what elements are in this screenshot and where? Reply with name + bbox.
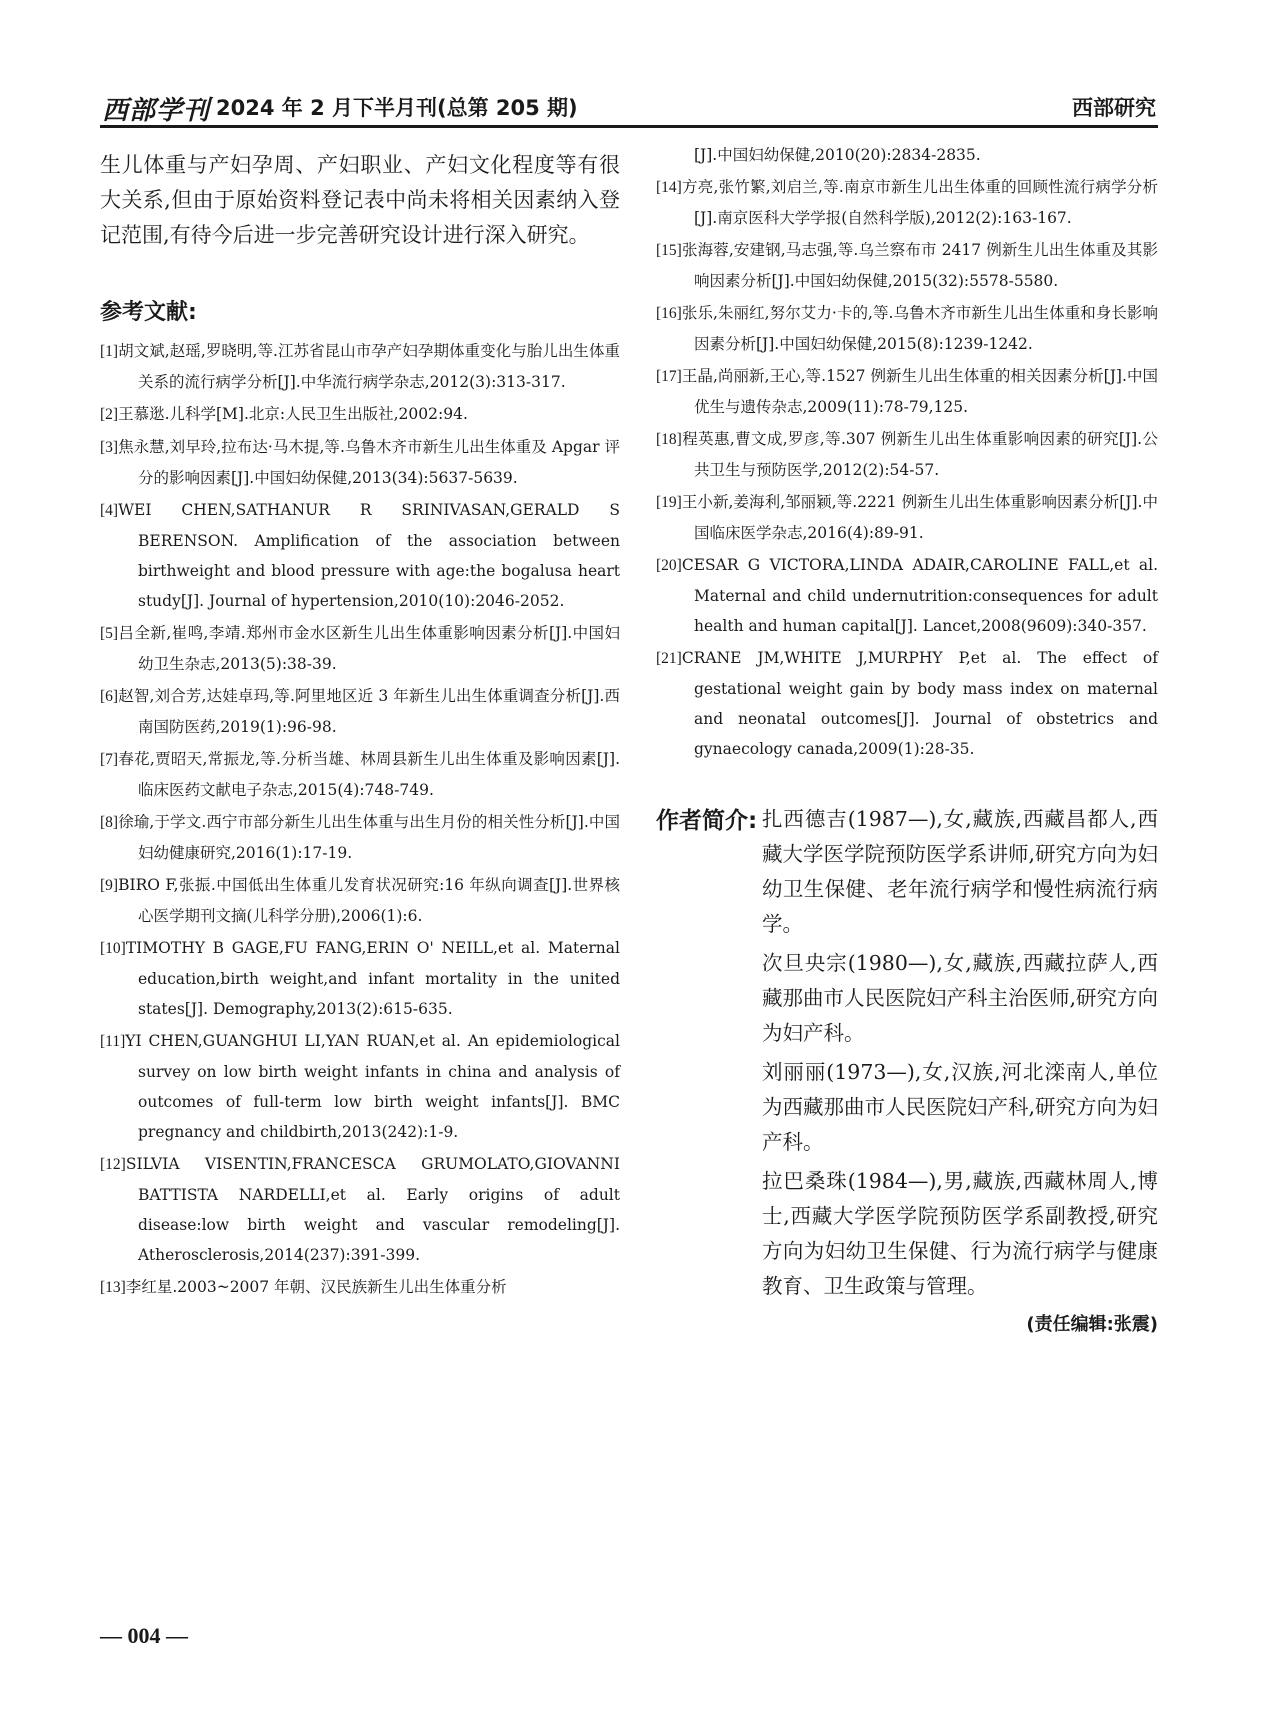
issue-info: 2024 年 2 月下半月刊(总第 205 期)	[216, 96, 578, 120]
reference-list-right	[656, 172, 1158, 764]
reference-text: 焦永慧,刘早玲,拉布达·马木提,等.乌鲁木齐市新生儿出生体重及 Apgar 评分的影响因素[J].中国妇幼保健,2013(34):5637-5639.	[118, 438, 620, 487]
reference-text: 张海蓉,安建钢,马志强,等.乌兰察布市 2417 例新生儿出生体重及其影响因素分析[J].中国妇幼保健,2015(32):5578-5580.	[681, 241, 1158, 290]
reference-item	[100, 870, 620, 931]
reference-item	[100, 744, 620, 805]
reference-item	[100, 336, 620, 397]
reference-text: 李红星.2003~2007 年朝、汉民族新生儿出生体重分析	[125, 1278, 507, 1296]
reference-text: 方亮,张竹繁,刘启兰,等.南京市新生儿出生体重的回顾性流行病学分析[J].南京医科大学学报(自然科学版),2012(2):163-167.	[681, 178, 1158, 227]
reference-item	[656, 643, 1158, 764]
reference-number: [5]	[100, 625, 119, 642]
right-column	[656, 140, 1158, 1336]
reference-item	[100, 933, 620, 1024]
reference-text: 程英惠,曹文成,罗彦,等.307 例新生儿出生体重影响因素的研究[J].公共卫生与预防医学,2012(2):54-57.	[681, 430, 1158, 479]
reference-item	[100, 618, 620, 679]
reference-number: [9]	[100, 877, 119, 894]
reference-text: 王晶,尚丽新,王心,等.1527 例新生儿出生体重的相关因素分析[J].中国优生与遗传杂志,2009(11):78-79,125.	[681, 367, 1158, 416]
reference-text: 张乐,朱丽红,努尔艾力·卡的,等.乌鲁木齐市新生儿出生体重和身长影响因素分析[J].中国妇幼保健,2015(8):1239-1242.	[681, 304, 1158, 353]
reference-list-left	[100, 336, 620, 1303]
reference-text: YI CHEN,GUANGHUI LI,YAN RUAN,et al. An epidemiological survey on low birth weight infants in china and analysis of outcomes of full-term low birth weight infants[J]. BMC pregnancy and childbirth,2013(242):1-9.	[125, 1032, 620, 1141]
reference-number: [11]	[100, 1033, 126, 1050]
references-heading: 参考文献:	[100, 300, 197, 325]
reference-number: [18]	[656, 431, 682, 448]
author-bio-entries	[762, 802, 1158, 1304]
reference-number: [14]	[656, 179, 682, 196]
reference-item	[100, 807, 620, 868]
reference-item	[656, 172, 1158, 233]
intro-paragraph: 生儿体重与产妇孕周、产妇职业、产妇文化程度等有很大关系,但由于原始资料登记表中尚未将相关因素纳入登记范围,有待今后进一步完善研究设计进行深入研究。	[100, 153, 620, 247]
reference-text: SILVIA VISENTIN,FRANCESCA GRUMOLATO,GIOVANNI BATTISTA NARDELLI,et al. Early origins of adult disease:low birth weight and vascular remodeling[J]. Atherosclerosis,2014(237):391-399.	[125, 1155, 620, 1264]
left-column	[100, 140, 620, 1305]
reference-item	[656, 550, 1158, 641]
reference-item	[100, 1272, 620, 1303]
reference-item	[656, 424, 1158, 485]
reference-number: [15]	[656, 242, 682, 259]
reference-text: BIRO F,张振.中国低出生体重儿发育状况研究:16 年纵向调查[J].世界核心医学期刊文摘(儿科学分册),2006(1):6.	[118, 876, 620, 925]
reference-number: [1]	[100, 343, 119, 360]
reference-text: 春花,贾昭天,常振龙,等.分析当雄、林周县新生儿出生体重及影响因素[J].临床医药文献电子杂志,2015(4):748-749.	[118, 750, 620, 799]
reference-number: [8]	[100, 814, 119, 831]
reference-number: [7]	[100, 751, 119, 768]
reference-item	[100, 399, 620, 430]
reference-number: [6]	[100, 688, 119, 705]
section-title: 西部研究	[1072, 96, 1156, 120]
page-number: — 004 —	[100, 1623, 188, 1648]
reference-item	[656, 298, 1158, 359]
reference-item	[656, 487, 1158, 548]
reference-13-continuation: [J].中国妇幼保健,2010(20):2834-2835.	[694, 146, 981, 164]
reference-text: 王慕逖.儿科学[M].北京:人民卫生出版社,2002:94.	[118, 405, 468, 423]
reference-item	[656, 235, 1158, 296]
author-bio: 次旦央宗(1980—),女,藏族,西藏拉萨人,西藏那曲市人民医院妇产科主治医师,研究方向为妇产科。	[762, 951, 1159, 1045]
reference-text: CRANE JM,WHITE J,MURPHY P,et al. The effect of gestational weight gain by body mass index on maternal and neonatal outcomes[J]. Journal of obstetrics and gynaecology canada,2009(1):28-35.	[681, 649, 1158, 758]
author-bio: 拉巴桑珠(1984—),男,藏族,西藏林周人,博士,西藏大学医学院预防医学系副教授,研究方向为妇幼卫生保健、行为流行病学与健康教育、卫生政策与管理。	[762, 1169, 1158, 1298]
header-rule	[100, 125, 1158, 128]
reference-text: WEI CHEN,SATHANUR R SRINIVASAN,GERALD S BERENSON. Amplification of the association between birthweight and blood pressure with age:the bogalusa heart study[J]. Journal of hypertension,2010(10):2046-2052.	[118, 501, 620, 610]
author-bio: 扎西德吉(1987—),女,藏族,西藏昌都人,西藏大学医学院预防医学系讲师,研究方向为妇幼卫生保健、老年流行病学和慢性病流行病学。	[762, 807, 1159, 936]
reference-number: [3]	[100, 439, 119, 456]
reference-text: CESAR G VICTORA,LINDA ADAIR,CAROLINE FALL,et al. Maternal and child undernutrition:consequences for adult health and human capital[J]. Lancet,2008(9609):340-357.	[681, 556, 1158, 635]
reference-text: TIMOTHY B GAGE,FU FANG,ERIN O' NEILL,et al. Maternal education,birth weight,and infant mortality in the united states[J]. Demography,2013(2):615-635.	[125, 939, 620, 1018]
reference-item	[100, 495, 620, 616]
reference-item	[100, 1149, 620, 1270]
reference-number: [13]	[100, 1279, 126, 1296]
reference-number: [4]	[100, 502, 119, 519]
reference-number: [12]	[100, 1156, 126, 1173]
author-bio: 刘丽丽(1973—),女,汉族,河北滦南人,单位为西藏那曲市人民医院妇产科,研究方向为妇产科。	[762, 1060, 1159, 1154]
reference-item	[656, 361, 1158, 422]
reference-text: 胡文斌,赵瑶,罗晓明,等.江苏省昆山市孕产妇孕期体重变化与胎儿出生体重关系的流行病学分析[J].中华流行病学杂志,2012(3):313-317.	[118, 342, 620, 391]
responsible-editor: (责任编辑:张震)	[1026, 1314, 1158, 1335]
author-bio-section	[656, 802, 1158, 1336]
reference-item	[100, 1026, 620, 1147]
reference-item	[100, 681, 620, 742]
page-header	[100, 84, 1158, 128]
journal-logo: 西部学刊	[102, 96, 211, 126]
reference-number: [2]	[100, 406, 119, 423]
reference-number: [19]	[656, 494, 682, 511]
reference-text: 赵智,刘合芳,达娃卓玛,等.阿里地区近 3 年新生儿出生体重调查分析[J].西南国防医药,2019(1):96-98.	[118, 687, 620, 736]
reference-number: [21]	[656, 650, 682, 667]
reference-number: [17]	[656, 368, 682, 385]
reference-text: 徐瑜,于学文.西宁市部分新生儿出生体重与出生月份的相关性分析[J].中国妇幼健康研究,2016(1):17-19.	[118, 813, 620, 862]
reference-text: 王小新,姜海利,邹丽颖,等.2221 例新生儿出生体重影响因素分析[J].中国临床医学杂志,2016(4):89-91.	[681, 493, 1158, 542]
reference-number: [16]	[656, 305, 682, 322]
reference-number: [20]	[656, 557, 682, 574]
author-bio-label: 作者简介:	[656, 808, 758, 834]
reference-item	[100, 432, 620, 493]
reference-text: 吕全新,崔鸣,李靖.郑州市金水区新生儿出生体重影响因素分析[J].中国妇幼卫生杂志,2013(5):38-39.	[118, 624, 620, 673]
reference-number: [10]	[100, 940, 126, 957]
